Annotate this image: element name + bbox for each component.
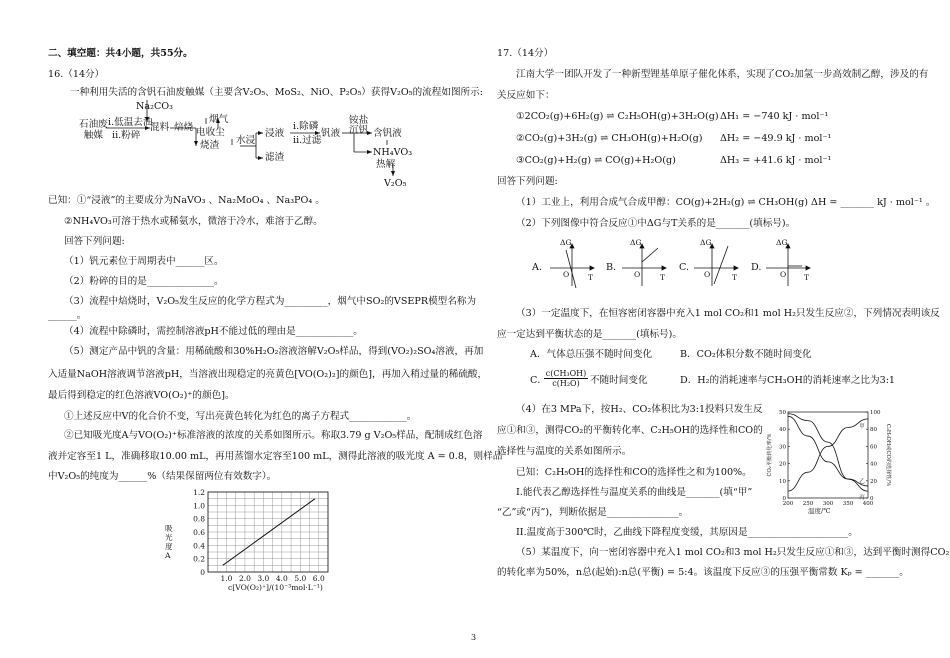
q17-reaction-3: ③CO₂(g)+H₂(g) ⇌ CO(g)+H₂O(g) [516,155,676,166]
y-tick-label: 1.2 [193,488,205,497]
flow-start-line1: 石油废 [79,119,108,130]
graph-b-xlabel: T [660,273,666,282]
series-curve-3 [788,414,868,491]
x-tick-label: 250 [802,501,814,507]
q17-part-4c: 选择性与温度的关系如图所示。 [497,446,632,457]
graph-c-line [714,246,728,284]
dg-t-graphs [530,236,830,294]
y-tick-label: 1.0 [193,501,205,511]
q17-part-2: （2）下列图像中符合反应①中ΔG与T关系的是_______(填标号)。 [516,218,796,229]
graph-c-origin: O [704,270,711,279]
q17-option-c-fraction [544,369,588,388]
flow-vanadium-solution: 含钒液 [373,128,402,139]
x-tick-label: 6.0 [312,574,325,583]
q16-part-5b: 入适量NaOH溶液调节溶液pH，当溶液出现稳定的亮黄色[VO(O₂)₂]的颜色]，再加入稍过量的稀硫酸， [48,369,488,380]
q17-intro-b: 关反应如下： [497,90,555,101]
graph-c-xlabel: T [732,273,738,282]
y-tick-label: 0.6 [193,528,205,537]
series-label-2: 乙 [859,478,865,485]
section-header: 二、填空题：共4小题，共55分。 [48,48,193,59]
q17-option-c-label: C． [530,375,547,386]
right-tick-label: 100 [870,410,881,416]
flow-leach-liquid: 浸液 [265,128,285,139]
y-tick-label: 0.2 [193,554,205,564]
q16-part-5c: 最后得到稳定的红色溶液VO(O₂)⁺的颜色]。 [48,390,235,401]
q17-reaction-3-dh: ΔH₃ = +41.6 kJ · mol⁻¹ [720,155,832,166]
right-tick-label: 20 [870,478,877,485]
selectivity-chart-xlabel: 温度/℃ [808,507,831,515]
absorbance-chart [165,484,340,594]
series-label-1: 甲 [859,423,865,430]
q17-part-3b: 应一定达到平衡状态的是_______(填标号)。 [497,329,682,340]
q17-option-c-tail: 不随时间变化 [590,375,648,386]
q17-reaction-1: ①2CO₂(g)+6H₂(g) ⇌ C₂H₅OH(g)+3H₂O(g) [516,111,719,122]
right-tick-label: 40 [870,461,877,468]
left-axis-label: CO₂平衡转化率/% [767,433,773,477]
x-tick-label: 5.0 [294,574,307,583]
graph-c-ylabel: ΔG [700,238,712,247]
q17-part-4g: II.温度高于300℃时，乙曲线下降程度变缓，其原因是_____________________。 [516,527,858,538]
q16-answer-prompt: 回答下列问题: [64,236,125,247]
q17-part-5b: 的转化率为50%，n总(起始):n总(平衡) = 5:4。该温度下反应③的压强平衡常数 Kₚ = _______。 [497,567,909,578]
flow-step1-top: i.低温去油 [108,117,153,128]
flow-pyrolysis: 热解 [376,159,396,170]
left-tick-label: 40 [779,427,786,434]
q16-part-2: （2）粉碎的目的是______________。 [64,276,224,287]
q17-reaction-2: ②CO₂(g)+3H₂(g) ⇌ CH₃OH(g)+H₂O(g) [516,133,703,144]
flow-smoke: 烟气 [209,114,229,125]
flow-mix: 混料 [150,122,170,133]
q17-reaction-2-dh: ΔH₂ = −49.9 kJ · mol⁻¹ [720,133,832,144]
graph-d-origin: O [780,270,787,279]
graph-b-ylabel: ΔG [630,238,642,247]
flow-roast: 焙烧 [174,122,194,133]
left-tick-label: 50 [779,410,786,416]
q17-part-3a: （3）一定温度下，在恒容密闭容器中充入1 mol CO₂和1 mol H₂只发生反应②，下列情况表明该反 [516,308,940,319]
series-label-3: 丙 [859,495,865,502]
q17-part-4f: “乙”或“丙”)，判断依据是_______________。 [497,507,689,518]
right-tick-label: 80 [870,427,877,434]
q17-part-1: （1）工业上，利用合成气合成甲醇：CO(g)+2H₂(g) ⇌ CH₃OH(g) ΔH = _______ kJ · mol⁻¹ 。 [516,197,936,208]
q16-part-5-q2b: 液并定容至1 L，准确移取10.00 mL，再用蒸馏水定容至100 mL，测得此溶液的吸光度 A = 0.8，则样品 [48,451,503,462]
graph-d-xlabel: T [804,273,810,282]
graph-c-label: C. [679,262,690,273]
left-tick-label: 20 [779,461,786,468]
q17-part-4a: （4）在3 MPa下，按H₂、CO₂体积比为3:1投料只发生反 [516,404,763,415]
flow-dust: 电收尘 [196,127,225,138]
right-tick-label: 0 [870,496,874,502]
q16-part-4: （4）流程中除磷时，需控制溶液pH不能过低的理由是____________。 [64,326,363,337]
q16-number: 16.（14分） [48,69,105,80]
flow-step2-bottom: ii.过滤 [293,135,322,146]
q17-option-a: A．气体总压强不随时间变化 [530,349,653,360]
flow-burn-residue: 烧渣 [200,140,220,151]
flow-product: V₂O₅ [384,178,407,189]
q16-part-5-q2a: ②已知吸光度A与VO(O₂)⁺标准溶液的浓度的关系如图所示。称取3.79 g V₂O₅样品，配制成红色溶 [64,430,483,441]
flow-nh4vo3: NH₄VO₃ [373,147,413,158]
selectivity-chart [764,406,894,518]
q16-intro: 一种利用失活的含钒石油废触媒（主要含V₂O₅、MoS₂、NiO、P₂O₅）获得V₂O₅的流程如图所示: [70,87,483,98]
q16-part-3a: （3）流程中焙烧时，V₂O₅发生反应的化学方程式为_________，烟气中SO₂的VSEPR模型名称为 [64,296,477,307]
q17-option-b: B．CO₂体积分数不随时间变化 [680,349,812,360]
graph-a-xlabel: T [588,273,594,282]
left-tick-label: 10 [779,478,786,485]
right-axis-label: C₂H₅OH或CO的选择性/% [885,423,891,487]
q16-part-5a: （5）测定产品中钒的含量：用稀硫酸和30%H₂O₂溶液溶解V₂O₅样品，得到(VO₂)₂SO₄溶液，再加 [64,346,484,357]
q16-part-1: （1）钒元素位于周期表中______区。 [64,256,224,267]
q16-flow-diagram [0,0,475,200]
y-tick-label: 0.8 [193,514,205,524]
q16-part-5-q1: ①上述反应中V的化合价不变，写出亮黄色转化为红色的离子方程式____________。 [64,411,417,422]
flow-start-line2: 触媒 [83,130,103,141]
q17-part-4e: I.能代表乙醇选择性与温度关系的曲线是_______(填“甲” [516,487,753,498]
x-tick-label: 350 [842,501,854,507]
flow-precip-top: 铵盐 [349,115,369,126]
x-tick-label: 1.0 [220,574,233,583]
graph-b-origin: O [634,270,641,279]
q17-option-d: D．H₂的消耗速率与CH₃OH的消耗速率之比为3:1 [680,375,896,386]
q17-intro-a: 江南大学一团队开发了一种新型锂基单原子催化体系，实现了CO₂加氢一步高效制乙醇，涉及的有 [516,69,929,80]
q17-part-4b: 应①和③，测得CO₂的平衡转化率、C₂H₅OH的选择性和CO的 [497,425,763,436]
series-curve-2 [788,416,868,486]
q17-number: 17.（14分） [497,48,554,59]
fraction-numerator: c(CH₃OH) [545,369,587,378]
x-tick-label: 300 [822,501,834,507]
x-tick-label: 3.0 [257,574,270,583]
right-tick-label: 60 [870,444,877,451]
q16-part-3b: ______。 [48,310,87,321]
flow-step1-bottom: ii.粉碎 [112,130,141,141]
graph-a-label: A. [532,262,542,273]
selectivity-chart-svg [764,406,894,518]
left-tick-label: 0 [782,496,786,502]
q17-part-5a: （5）某温度下，向一密闭容器中充入1 mol CO₂和3 mol H₂只发生反应①和③，达到平衡时测得CO₂ [516,547,950,558]
graph-a-ylabel: ΔG [560,238,572,247]
x-tick-label: 400 [862,501,874,507]
y-tick-label: 0.4 [193,541,205,551]
x-tick-label: 2.0 [238,574,251,583]
flow-na2co3: Na₂CO₃ [136,101,174,112]
q17-reaction-1-dh: ΔH₁ = −740 kJ · mol⁻¹ [720,111,829,122]
flow-water-leach: 水浸 [236,135,256,146]
graph-b-line [642,248,658,262]
flow-vanadium-liquid: 钒液 [321,128,341,139]
q16-known-1: 已知：①“浸液”的主要成分为NaVO₃ 、Na₂MoO₄ 、Na₃PO₄ 。 [48,195,325,206]
x-tick-label: 4.0 [275,574,288,583]
flow-arrows [0,0,475,200]
page-number: 3 [471,633,477,642]
q17-part-4d: 已知：C₂H₅OH的选择性和CO的选择性之和为100%。 [516,467,752,478]
q16-known-2: ②NH₄VO₃可溶于热水或稀氨水，微溶于冷水，难溶于乙醇。 [64,216,323,227]
left-tick-label: 30 [779,444,786,451]
y-tick-label: 0 [200,568,205,577]
q17-answer-prompt: 回答下列问题: [497,176,558,187]
flow-filter-residue: 滤渣 [265,152,285,163]
flow-precip-bottom: 沉钒 [349,125,369,136]
graph-d-label: D. [751,262,762,273]
flow-step2-top: i.除磷 [293,121,319,132]
absorbance-chart-xlabel: c[VO(O₂)⁺]/(10⁻³mol·L⁻¹) [228,583,323,592]
fraction-denominator: c(H₂O) [552,379,580,388]
graph-b-label: B. [606,262,617,273]
absorbance-chart-svg [170,484,340,594]
graph-d-ylabel: ΔG [776,238,788,247]
absorbance-chart-ylabel: 吸光度A [165,524,173,560]
x-tick-label: 200 [782,501,794,507]
graph-a-origin: O [563,270,570,279]
q16-part-5-q2c: 中V₂O₅的纯度为______%（结果保留两位有效数字）。 [48,471,277,482]
